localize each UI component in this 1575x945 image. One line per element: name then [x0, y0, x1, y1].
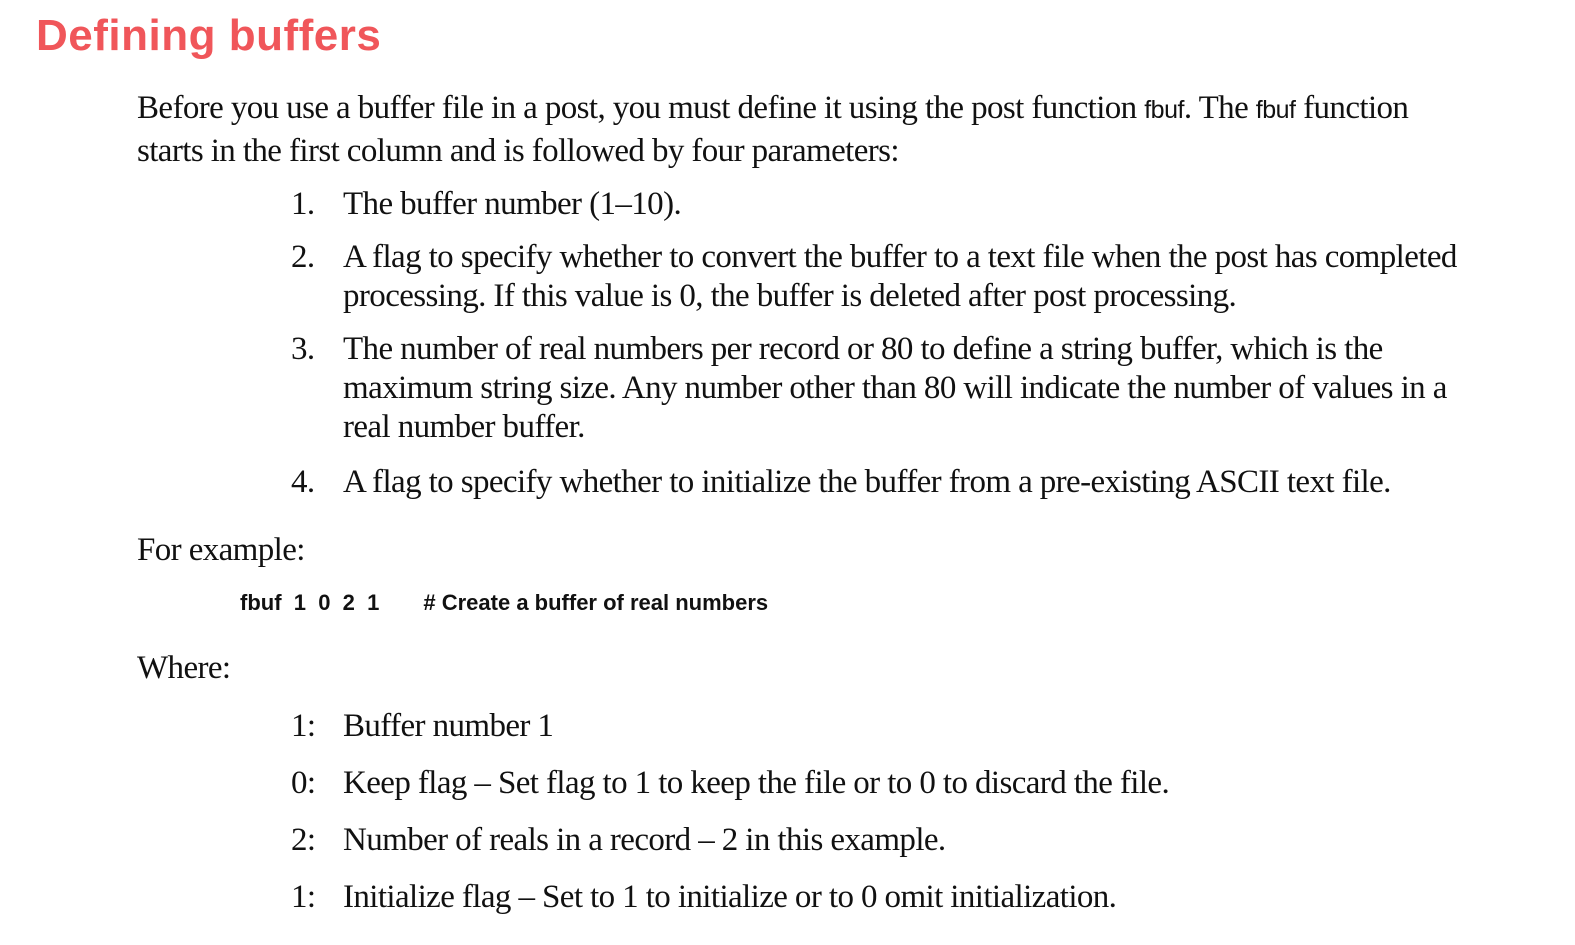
where-item: [288, 707, 1478, 746]
where-text: Number of reals in a record – 2 in this example.: [343, 822, 946, 858]
parameter-item: [288, 238, 1478, 316]
where-list: [288, 707, 1478, 935]
where-label: Where:: [137, 650, 231, 686]
code-example: [240, 589, 768, 617]
where-item: [288, 764, 1478, 803]
list-marker: 1.: [291, 186, 315, 222]
where-item: [288, 878, 1478, 917]
intro-text-2: . The: [1183, 90, 1256, 126]
list-marker: 3.: [291, 331, 315, 367]
parameter-text: A flag to specify whether to convert the buffer to a text file when the post has completed processing. If this value is 0, the buffer is deleted after post processing.: [343, 239, 1457, 314]
inline-code-fbuf: fbuf: [1144, 96, 1184, 124]
parameter-text: The buffer number (1–10).: [343, 186, 682, 222]
where-item: [288, 821, 1478, 860]
page-title: Defining buffers: [36, 11, 382, 60]
list-marker: 1:: [291, 708, 316, 744]
parameter-item: [288, 330, 1478, 447]
where-text: Keep flag – Set flag to 1 to keep the file or to 0 to discard the file.: [343, 765, 1170, 801]
for-example-label: For example:: [137, 532, 305, 568]
intro-text-1: Before you use a buffer file in a post, you must define it using the post function: [137, 90, 1145, 126]
parameter-item: [288, 185, 1478, 224]
code-command: fbuf 1 0 2 1: [240, 590, 380, 615]
list-marker: 1:: [291, 879, 316, 915]
where-text: Initialize flag – Set to 1 to initialize or to 0 omit initialization.: [343, 879, 1117, 915]
intro-text-3: function starts in the first column and is followed by four parameters:: [137, 90, 1409, 169]
list-marker: 2:: [291, 822, 316, 858]
parameter-item: [288, 463, 1478, 502]
intro-paragraph: [137, 88, 1477, 172]
list-marker: 4.: [291, 464, 315, 500]
list-marker: 2.: [291, 239, 315, 275]
parameter-list: [288, 185, 1478, 516]
parameter-text: A flag to specify whether to initialize the buffer from a pre-existing ASCII text file.: [343, 464, 1391, 500]
list-marker: 0:: [291, 765, 316, 801]
code-comment: # Create a buffer of real numbers: [423, 590, 769, 615]
where-text: Buffer number 1: [343, 708, 554, 744]
inline-code-fbuf: fbuf: [1255, 96, 1296, 124]
parameter-text: The number of real numbers per record or 80 to define a string buffer, which is the maximum string size. Any number other than 80 will indicate the number of values in a real number buffer.: [343, 331, 1447, 445]
